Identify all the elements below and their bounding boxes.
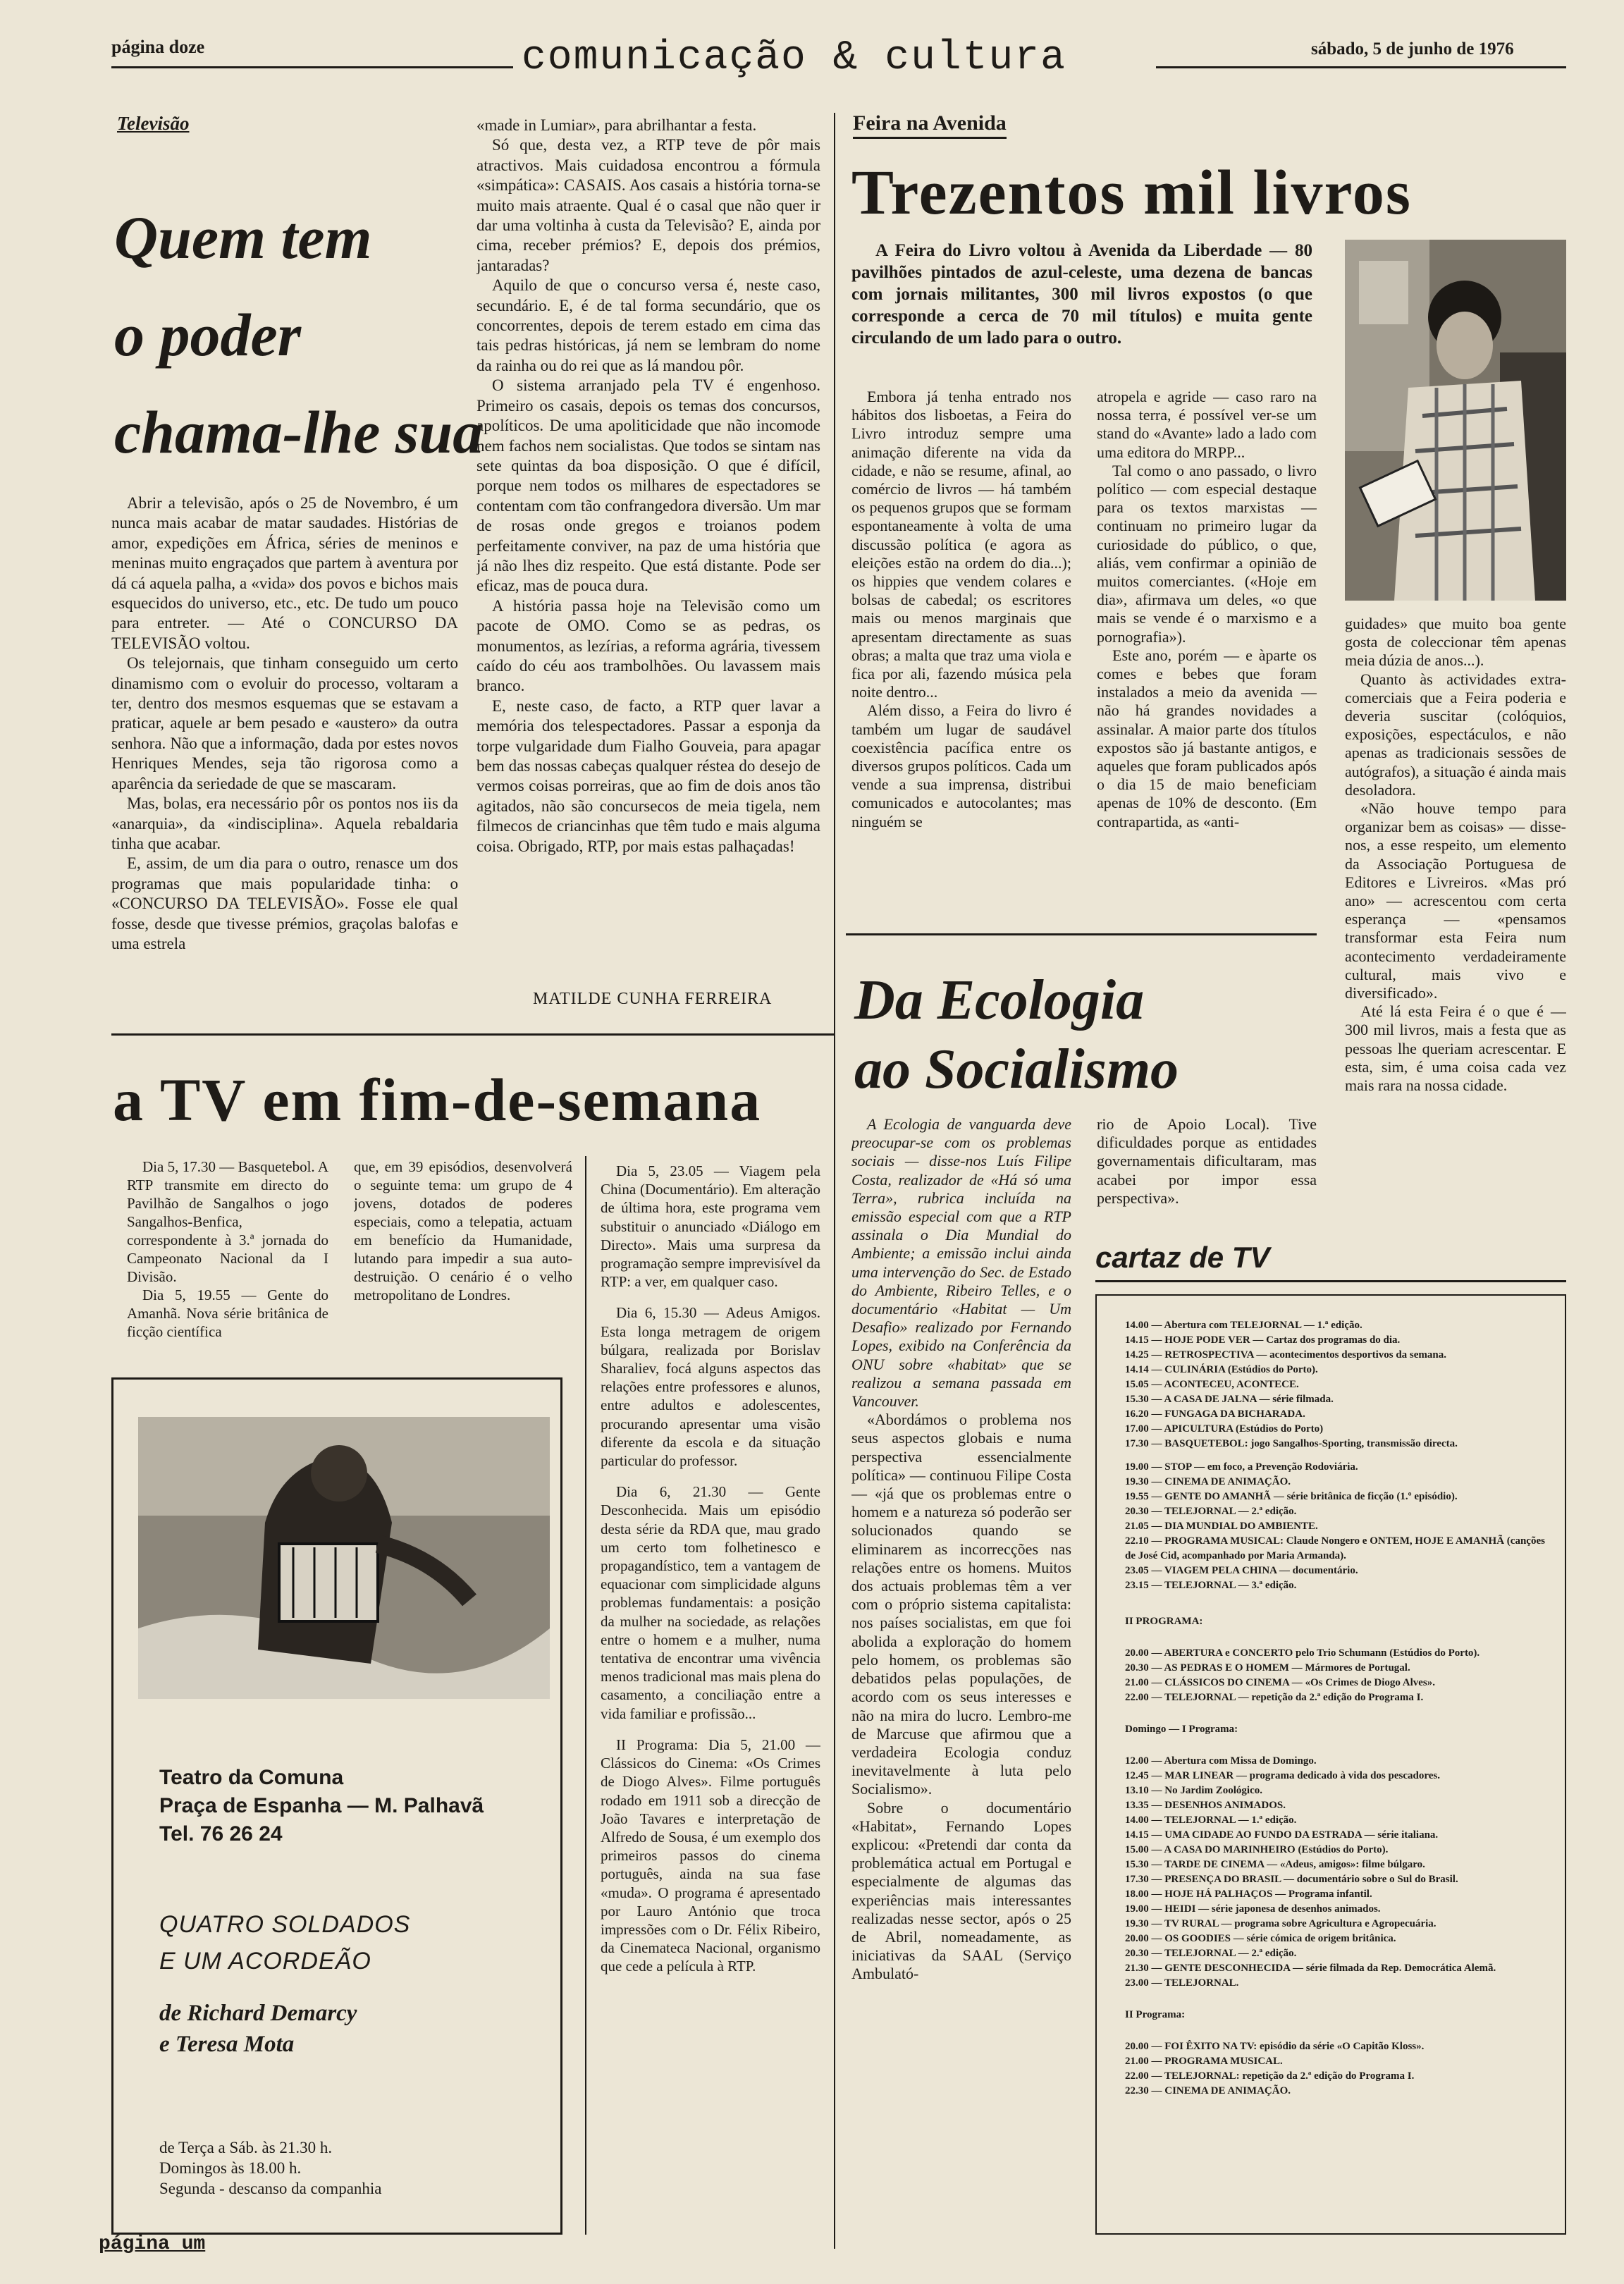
programme-line: 17.00 — APICULTURA (Estúdios do Porto) [1125, 1423, 1324, 1435]
programme-line: 17.30 — PRESENÇA DO BRASIL — documentário sobre o Sul do Brasil. [1125, 1874, 1458, 1885]
photo-illustration [1345, 240, 1566, 601]
listing-entry: que, em 39 episódios, desenvolverá o seguinte tema: um grupo de 4 jovens, dotados de poderes especiais, como a telepatia, actuam em benefício da Humanidade, lutando para impedir a sua auto-destruição. O cenário é o velho metropolitano de Londres. [354, 1158, 572, 1303]
programme-line: 14.15 — HOJE PODE VER — Cartaz dos programas do dia. [1125, 1334, 1401, 1346]
programme-heading: Domingo — I Programa: [1125, 1724, 1238, 1735]
play-authors [159, 1998, 357, 2060]
cartaz-title-rule [1095, 1280, 1566, 1282]
section-kicker-feira: Feira na Avenida [853, 111, 1007, 139]
paragraph: Este ano, porém — e àparte os comes e bebes que foram instalados a meio da avenida — não há grandes novidades a assinalar. A maior parte dos títulos expostos são já bastante antigos, e aqueles que foram publicados após o dia 15 de maio beneficiam apenas de 10% de desconto. (Em contrapartida, as «anti- [1097, 646, 1317, 830]
paragraph: Os telejornais, que tinham conseguido um certo dinamismo com o evoluir do processo, voltaram a ter, dentro dos mesmos esquemas que se estavam a praticar, aquele ar bem pesado e «austero» da outra senhora. Não que a informação, dada por estes novos Henriques Mendes, seja tão rigorosa como a aparência da seriedade de que se mascaram. [111, 654, 458, 792]
schedule-line: Segunda - descanso da companhia [159, 2180, 382, 2197]
paragraph: «Abordámos o problema nos seus aspectos globais e numa perspectiva essencialmente política» — continuou Filipe Costa — «já que os problemas entre o homem e a natureza só poderão ser solucionados quando se eliminarem as incorrecções nas relações entre os homens. Muitos dos actuais problemas têm a ver com o próprio sistema capitalista: nos países socialistas, em que foi abolida a exploração do homem pelo homem, os problemas são debatidos pelas populações, de acordo com os seus interesses e não na mira do lucro. Lembro-me de Marcuse que afirmou que a verdadeira Ecologia conduz inevitavelmente à luta pelo Socialismo». [851, 1411, 1071, 1798]
programme-line: 20.30 — TELEJORNAL — 2.ª edição. [1125, 1506, 1297, 1517]
paragraph: Abrir a televisão, após o 25 de Novembro, é um nunca mais acabar de matar saudades. Histórias de amor, expedições em África, séries de meninos e meninas muito engraçados que partem à aventura por dá cá aquela palha, a «vida» dos povos e bichos mais esquecidos do universo, etc., etc. De tudo um pouco para entreter. — Até o CONCURSO DA TELEVISÃO voltou. [111, 494, 458, 652]
feira-lead: A Feira do Livro voltou à Avenida da Liberdade — 80 pavilhões pintados de azul-celeste, uma dezena de bancas com jornais militantes, 300 mil livros expostos (o que corresponde a cerca de 70 mil títulos) e muita gente circulando de um lado para o outro. [851, 241, 1312, 348]
programme-line: 22.00 — TELEJORNAL — repetição da 2.ª edição do Programa I. [1125, 1692, 1424, 1703]
play-title [159, 1906, 410, 1979]
headline-feira: Trezentos mil livros [851, 158, 1412, 228]
headline-line-3: chama-lhe sua [114, 398, 484, 466]
paragraph: atropela e agride — caso raro na nossa terra, é possível ver-se um stand do «Avante» lado a lado com uma editora do MRPP... [1097, 388, 1317, 461]
paragraph: Até lá esta Feira é o que é — 300 mil livros, mais a festa que as pessoas lhe queriam acrescentar. E esta, sim, é uma coisa cada vez mais rara na nossa cidade. [1345, 1002, 1566, 1095]
paragraph: Quanto às actividades extra-comerciais que a Feira poderia e deveria suscitar (colóquios, exposições, espectáculos, e não apenas as tradicionais sessões de autógrafos), a situação é ainda mais desoladora. [1345, 670, 1566, 799]
center-divider [834, 113, 835, 2249]
paragraph: Sobre o documentário «Habitat», Fernando Lopes explicou: «Pretendi dar conta da problemática actual em Portugal e especialmente de algumas das experiências mais interessantes realizadas nesse sector, após o 25 de Abril, nomeadamente, as iniciativas da SAAL (Serviço Ambulató- [851, 1798, 1071, 1983]
headline-line-2: ao Socialismo [854, 1038, 1179, 1100]
section-kicker-televisao: Televisão [117, 113, 190, 134]
section-rule [846, 933, 1317, 935]
programme-line: 20.00 — FOI ÊXITO NA TV: episódio da série «O Capitão Kloss». [1125, 2041, 1425, 2052]
programme-heading: II Programa: [1125, 2009, 1186, 2020]
paragraph: E, assim, de um dia para o outro, renasce um dos programas que mais popularidade tinha: o «CONCURSO DA TELEVISÃO». Fosse ele qual fosse, desde que tivesse prémios, graçolas balofas e uma estrela [111, 854, 458, 952]
listing-entry: Dia 6, 21.30 — Gente Desconhecida. Mais um episódio desta série da RDA que, mau grado um certo tom folhetinesco e propagandístico, tem a vantagem de equacionar com simplicidade alguns problemas fundamentais: a posição da mulher na sociedade, as relações entre o homem e a mulher, numa tentativa de encontrar uma vivência menos tradicional mas mais plena do casamento, a conciliação entre a vida familiar e profissão... [601, 1483, 820, 1722]
weekend-col3 [601, 1162, 820, 2240]
author-line-2: e Teresa Mota [159, 2032, 295, 2057]
programme-line: 23.05 — VIAGEM PELA CHINA — documentário. [1125, 1565, 1358, 1576]
programme-line: 14.00 — Abertura com TELEJORNAL — 1.ª edição. [1125, 1320, 1362, 1331]
programme-line: 15.05 — ACONTECEU, ACONTECE. [1125, 1379, 1299, 1390]
masthead-rule-left [111, 66, 513, 68]
programme-line: 19.30 — CINEMA DE ANIMAÇÃO. [1125, 1476, 1291, 1487]
feira-col3 [1345, 615, 1566, 1214]
programme-line: 21.30 — GENTE DESCONHECIDA — série filmada da Rep. Democrática Alemã. [1125, 1963, 1496, 1974]
programme-line: 19.00 — STOP — em foco, a Prevenção Rodoviária. [1125, 1461, 1358, 1473]
paragraph: Mas, bolas, era necessário pôr os pontos nos iis da «anarquia», da «indisciplina». Aquela rebaldaria tinha que acabar. [111, 794, 458, 852]
weekend-col1 [127, 1158, 328, 1355]
paragraph: O sistema arranjado pela TV é engenhoso. Primeiro os casais, depois os temas dos concursos, apolíticos. De uma apoliticidade que não incomode nem fachos nem socialistas. Que todos se sintam nas sete quintas da boa disposição. O que é difícil, porque nem todos os milhares de espectadores se contentam com tão confrangedora diversão. Um mar de rosas onde gregos e troianos podem perfeitamente conviver, na paz de uma história que já não lhes diz respeito. Que está distante. Pode ser eficaz, mas de pouca dura. [476, 376, 820, 595]
paragraph: «Não houve tempo para organizar bem as coisas» — disse-nos, a esse respeito, um elemento da Associação Portuguesa de Editores e Livreiros. «Mas pró ano» — acrescentou com certa esperança — «pensamos transformar esta Feira num acontecimento verdadeiramente cultural, mais vivo e diversificado». [1345, 799, 1566, 1002]
paragraph: A Ecologia de vanguarda deve preocupar-se com os problemas sociais — disse-nos Luís Filipe Costa, realizador de «Há só uma Terra», rubrica incluída na emissão especial com que a RTP assinala o Dia Mundial do Ambiente; a emissão inclui ainda uma intervenção do Sec. de Estado do Ambiente, Ribeiro Telles, e o documentário «Habitat — Um Desafio» realizado por Fernando Lopes, exibido na Conferência da ONU sobre «habitat» que se realizou a semana passada em Vancouver. [851, 1115, 1071, 1411]
programme-line: 21.00 — PROGRAMA MUSICAL. [1125, 2056, 1283, 2067]
programme-line: 22.30 — CINEMA DE ANIMAÇÃO. [1125, 2085, 1291, 2096]
programme-line: 23.15 — TELEJORNAL — 3.ª edição. [1125, 1580, 1297, 1591]
section-rule [111, 1033, 834, 1036]
programme-line: 20.00 — OS GOODIES — série cómica de origem britânica. [1125, 1933, 1396, 1944]
paragraph: rio de Apoio Local). Tive dificuldades porque as entidades governamentais dificultaram, mas acabei por impor essa perspectiva». [1097, 1115, 1317, 1207]
ecologia-col2 [1097, 1115, 1317, 1228]
footer-page-ref: página um [99, 2233, 206, 2255]
programme-line: 21.05 — DIA MUNDIAL DO AMBIENTE. [1125, 1521, 1318, 1532]
programme-line: 23.00 — TELEJORNAL. [1125, 1977, 1239, 1989]
theatre-name: Teatro da Comuna [159, 1766, 344, 1789]
article-televisao-col2 [476, 116, 820, 962]
programme-line: 22.10 — PROGRAMA MUSICAL: Claude Nongero e ONTEM, HOJE E AMANHÃ (canções de José Cid, acompanhado por Maria Armanda). [1125, 1535, 1545, 1561]
listing-entry: Dia 5, 23.05 — Viagem pela China (Documentário). Em alteração de última hora, este programa vem substituir o anunciado «Diálogo em Directo». Mais uma surpresa da programação sempre imprevisível da RTP: a ver, em qualquer caso. [601, 1162, 820, 1291]
paragraph: Embora já tenha entrado nos hábitos dos lisboetas, a Feira do Livro introduz sempre uma animação diferente na vida da cidade, e não se resume, afinal, ao comércio de livros — há também os pequenos grupos que se formam espontaneamente à volta de uma discussão política (e agora as eleições estão na ordem do dia...); os hippies que vendem colares e bolsas de cabedal; os escritores mais ou menos marginais que apresentam directamente as suas obras; a malta que traz uma viola e fica por ali, fazendo música pela noite dentro... [851, 388, 1071, 701]
weekend-col2 [354, 1158, 572, 1355]
headline-fim-de-semana: a TV em fim-de-semana [113, 1066, 762, 1134]
paragraph: E, neste caso, de facto, a RTP quer lavar a memória dos telespectadores. Passar a esponja da torpe vulgaridade dum Fialho Gouveia, para apagar bem das nossas cabeças qualquer réstea do desejo de vermos coisas porreiras, que ao fim de dois anos tão agitados, não são concursecos de meia tigela, nem filmecos de criancinhas que têm tudo e mais alguma coisa. Obrigado, RTP, por mais estas palhaçadas! [476, 696, 820, 855]
headline-line-1: Quem tem [114, 204, 372, 271]
programme-line: 20.00 — ABERTURA e CONCERTO pelo Trio Schumann (Estúdios do Porto). [1125, 1647, 1480, 1659]
page-label: página doze [111, 37, 205, 57]
accordion-player-photo [138, 1417, 550, 1699]
paragraph: Aquilo de que o concurso versa é, neste caso, secundário. E, é de tal forma secundário, que os concorrentes, depois de terem estado em cima das tais pedras históricas, já nem se lembram do nome da rainha ou do rei que as lá mandou pôr. [476, 276, 820, 374]
weekend-divider [585, 1156, 586, 2235]
play-title-line-1: QUATRO SOLDADOS [159, 1911, 411, 1938]
programme-line: 21.00 — CLÁSSICOS DO CINEMA — «Os Crimes de Diogo Alves». [1125, 1677, 1436, 1688]
boy-reading-photo [1345, 240, 1566, 601]
programme-line: 14.14 — CULINÁRIA (Estúdios do Porto). [1125, 1364, 1318, 1375]
theatre-info [159, 1764, 484, 1848]
programme-line: 19.00 — HEIDI — série japonesa de desenhos animados. [1125, 1903, 1381, 1915]
cartaz-title: cartaz de TV [1095, 1241, 1270, 1274]
programme-line: 15.30 — A CASA DE JALNA — série filmada. [1125, 1394, 1334, 1405]
programme-line: 12.00 — Abertura com Missa de Domingo. [1125, 1755, 1317, 1767]
programme-line: 13.35 — DESENHOS ANIMADOS. [1125, 1800, 1286, 1811]
listing-entry: Dia 5, 19.55 — Gente do Amanhã. Nova série britânica de ficção científica [127, 1287, 328, 1340]
programme-line: 19.55 — GENTE DO AMANHÃ — série britânica de ficção (1.º episódio). [1125, 1491, 1458, 1502]
ecologia-col1 [851, 1115, 1071, 2243]
headline-line-1: Da Ecologia [854, 969, 1145, 1031]
theatre-address: Praça de Espanha — M. Palhavã [159, 1794, 484, 1817]
cartaz-box [1095, 1294, 1566, 2235]
programme-line: 16.20 — FUNGAGA DA BICHARADA. [1125, 1408, 1305, 1420]
listing-entry: II Programa: Dia 5, 21.00 — Clássicos do Cinema: «Os Crimes de Diogo Alves». Filme português rodado em 1911 sob a direcção de João Tavares e interpretação de Alfredo de Sousa, é um exemplo dos primeiros passos do cinema português, ainda na sua fase «muda». O programa é apresentado por Lauro António que troca impressões com o Dr. Félix Ribeiro, da Cinemateca Nacional, organismo que cede a película à RTP. [601, 1736, 820, 1975]
schedule-line: Domingos às 18.00 h. [159, 2159, 302, 2177]
programme-line: 14.00 — TELEJORNAL — 1.ª edição. [1125, 1815, 1297, 1826]
headline-ecologia [854, 966, 1179, 1104]
programme-line: 20.30 — TELEJORNAL — 2.ª edição. [1125, 1948, 1297, 1959]
listing-entry: Dia 6, 15.30 — Adeus Amigos. Esta longa metragem de origem búlgara, realizada por Borislav Sharaliev, focá alguns aspectos das relações entre professores e alunos, entre adultos e adolescentes, procurando apresentar uma visão diferente da escola e da situação particular do professor. [601, 1304, 820, 1470]
paragraph: Tal como o ano passado, o livro político — com especial destaque para os textos marxistas — continuam no primeiro lugar da curiosidade do público, o que, aliás, vem confirmar a opinião de muitos comerciantes. («Hoje em dia», afirmava um deles, «o que mais se vende é o marxismo e a pornografia»). [1097, 461, 1317, 646]
author-line-1: de Richard Demarcy [159, 2001, 357, 2026]
programme-heading: II PROGRAMA: [1125, 1616, 1203, 1627]
programme-line: 15.00 — A CASA DO MARINHEIRO (Estúdios do Porto). [1125, 1844, 1389, 1855]
paragraph: «made in Lumiar», para abrilhantar a festa. [476, 116, 757, 134]
programme-line: 14.25 — RETROSPECTIVA — acontecimentos desportivos da semana. [1125, 1349, 1446, 1361]
paragraph: Além disso, a Feira do livro é também um lugar de saudável coexistência pacífica entre os diversos grupos políticos. Cada um vende a sua imprensa, distribui comunicados e autocolantes; mas ninguém se [851, 701, 1071, 830]
programme-line: 17.30 — BASQUETEBOL: jogo Sangalhos-Sporting, transmissão directa. [1125, 1438, 1458, 1449]
headline-televisao [114, 189, 509, 481]
listing-entry: Dia 5, 17.30 — Basquetebol. A RTP transmite em directo do Pavilhão de Sangalhos o jogo Sangalhos-Benfica, correspondente à 3.ª jornada do Campeonato Nacional da I Divisão. [127, 1158, 328, 1285]
headline-line-2: o poder [114, 301, 302, 369]
programme-line: 20.30 — AS PEDRAS E O HOMEM — Mármores de Portugal. [1125, 1662, 1410, 1674]
programme-line: 18.00 — HOJE HÁ PALHAÇOS — Programa infantil. [1125, 1889, 1372, 1900]
byline: MATILDE CUNHA FERREIRA [533, 990, 773, 1008]
programme-line: 15.30 — TARDE DE CINEMA — «Adeus, amigos»: filme búlgaro. [1125, 1859, 1425, 1870]
schedule-line: de Terça a Sáb. às 21.30 h. [159, 2139, 333, 2156]
paragraph: Só que, desta vez, a RTP teve de pôr mais atractivos. Mais cuidadosa encontrou a fórmula «simpática»: CASAIS. Aos casais a história torna-se muito mais atraente. Qual é o casal que não quer ir dar uma voltinha à custa da Televisão? E, ainda por cima, receber prémios? E, depois dos prémios, jantaradas? [476, 136, 820, 274]
programme-line: 12.45 — MAR LINEAR — programa dedicado à vida dos pescadores. [1125, 1770, 1440, 1781]
programme-line: 19.30 — TV RURAL — programa sobre Agricultura e Agropecuária. [1125, 1918, 1437, 1929]
photo-illustration [138, 1417, 550, 1699]
theatre-phone: Tel. 76 26 24 [159, 1822, 283, 1846]
paragraph: guidades» que muito boa gente gosta de coleccionar têm apenas meia dúzia de anos...). [1345, 615, 1566, 670]
programme-line: 13.10 — No Jardim Zoológico. [1125, 1785, 1262, 1796]
play-title-line-2: E UM ACORDEÃO [159, 1948, 371, 1975]
programme-line: 14.15 — UMA CIDADE AO FUNDO DA ESTRADA — série italiana. [1125, 1829, 1439, 1841]
section-title: comunicação & cultura [522, 35, 1066, 81]
programme-line: 22.00 — TELEJORNAL: repetição da 2.ª edição do Programa I. [1125, 2070, 1415, 2082]
article-televisao-col1 [111, 493, 458, 1015]
play-schedule [159, 2137, 382, 2199]
masthead-rule-right [1156, 66, 1566, 68]
paragraph: A história passa hoje na Televisão como um pacote de OMO. Como se as pedras, os monumentos, as lezírias, a reforma agrária, tivessem caído do céu aos trambolhões. Ou lavassem mais branco. [476, 596, 820, 695]
issue-date: sábado, 5 de junho de 1976 [1311, 39, 1514, 59]
